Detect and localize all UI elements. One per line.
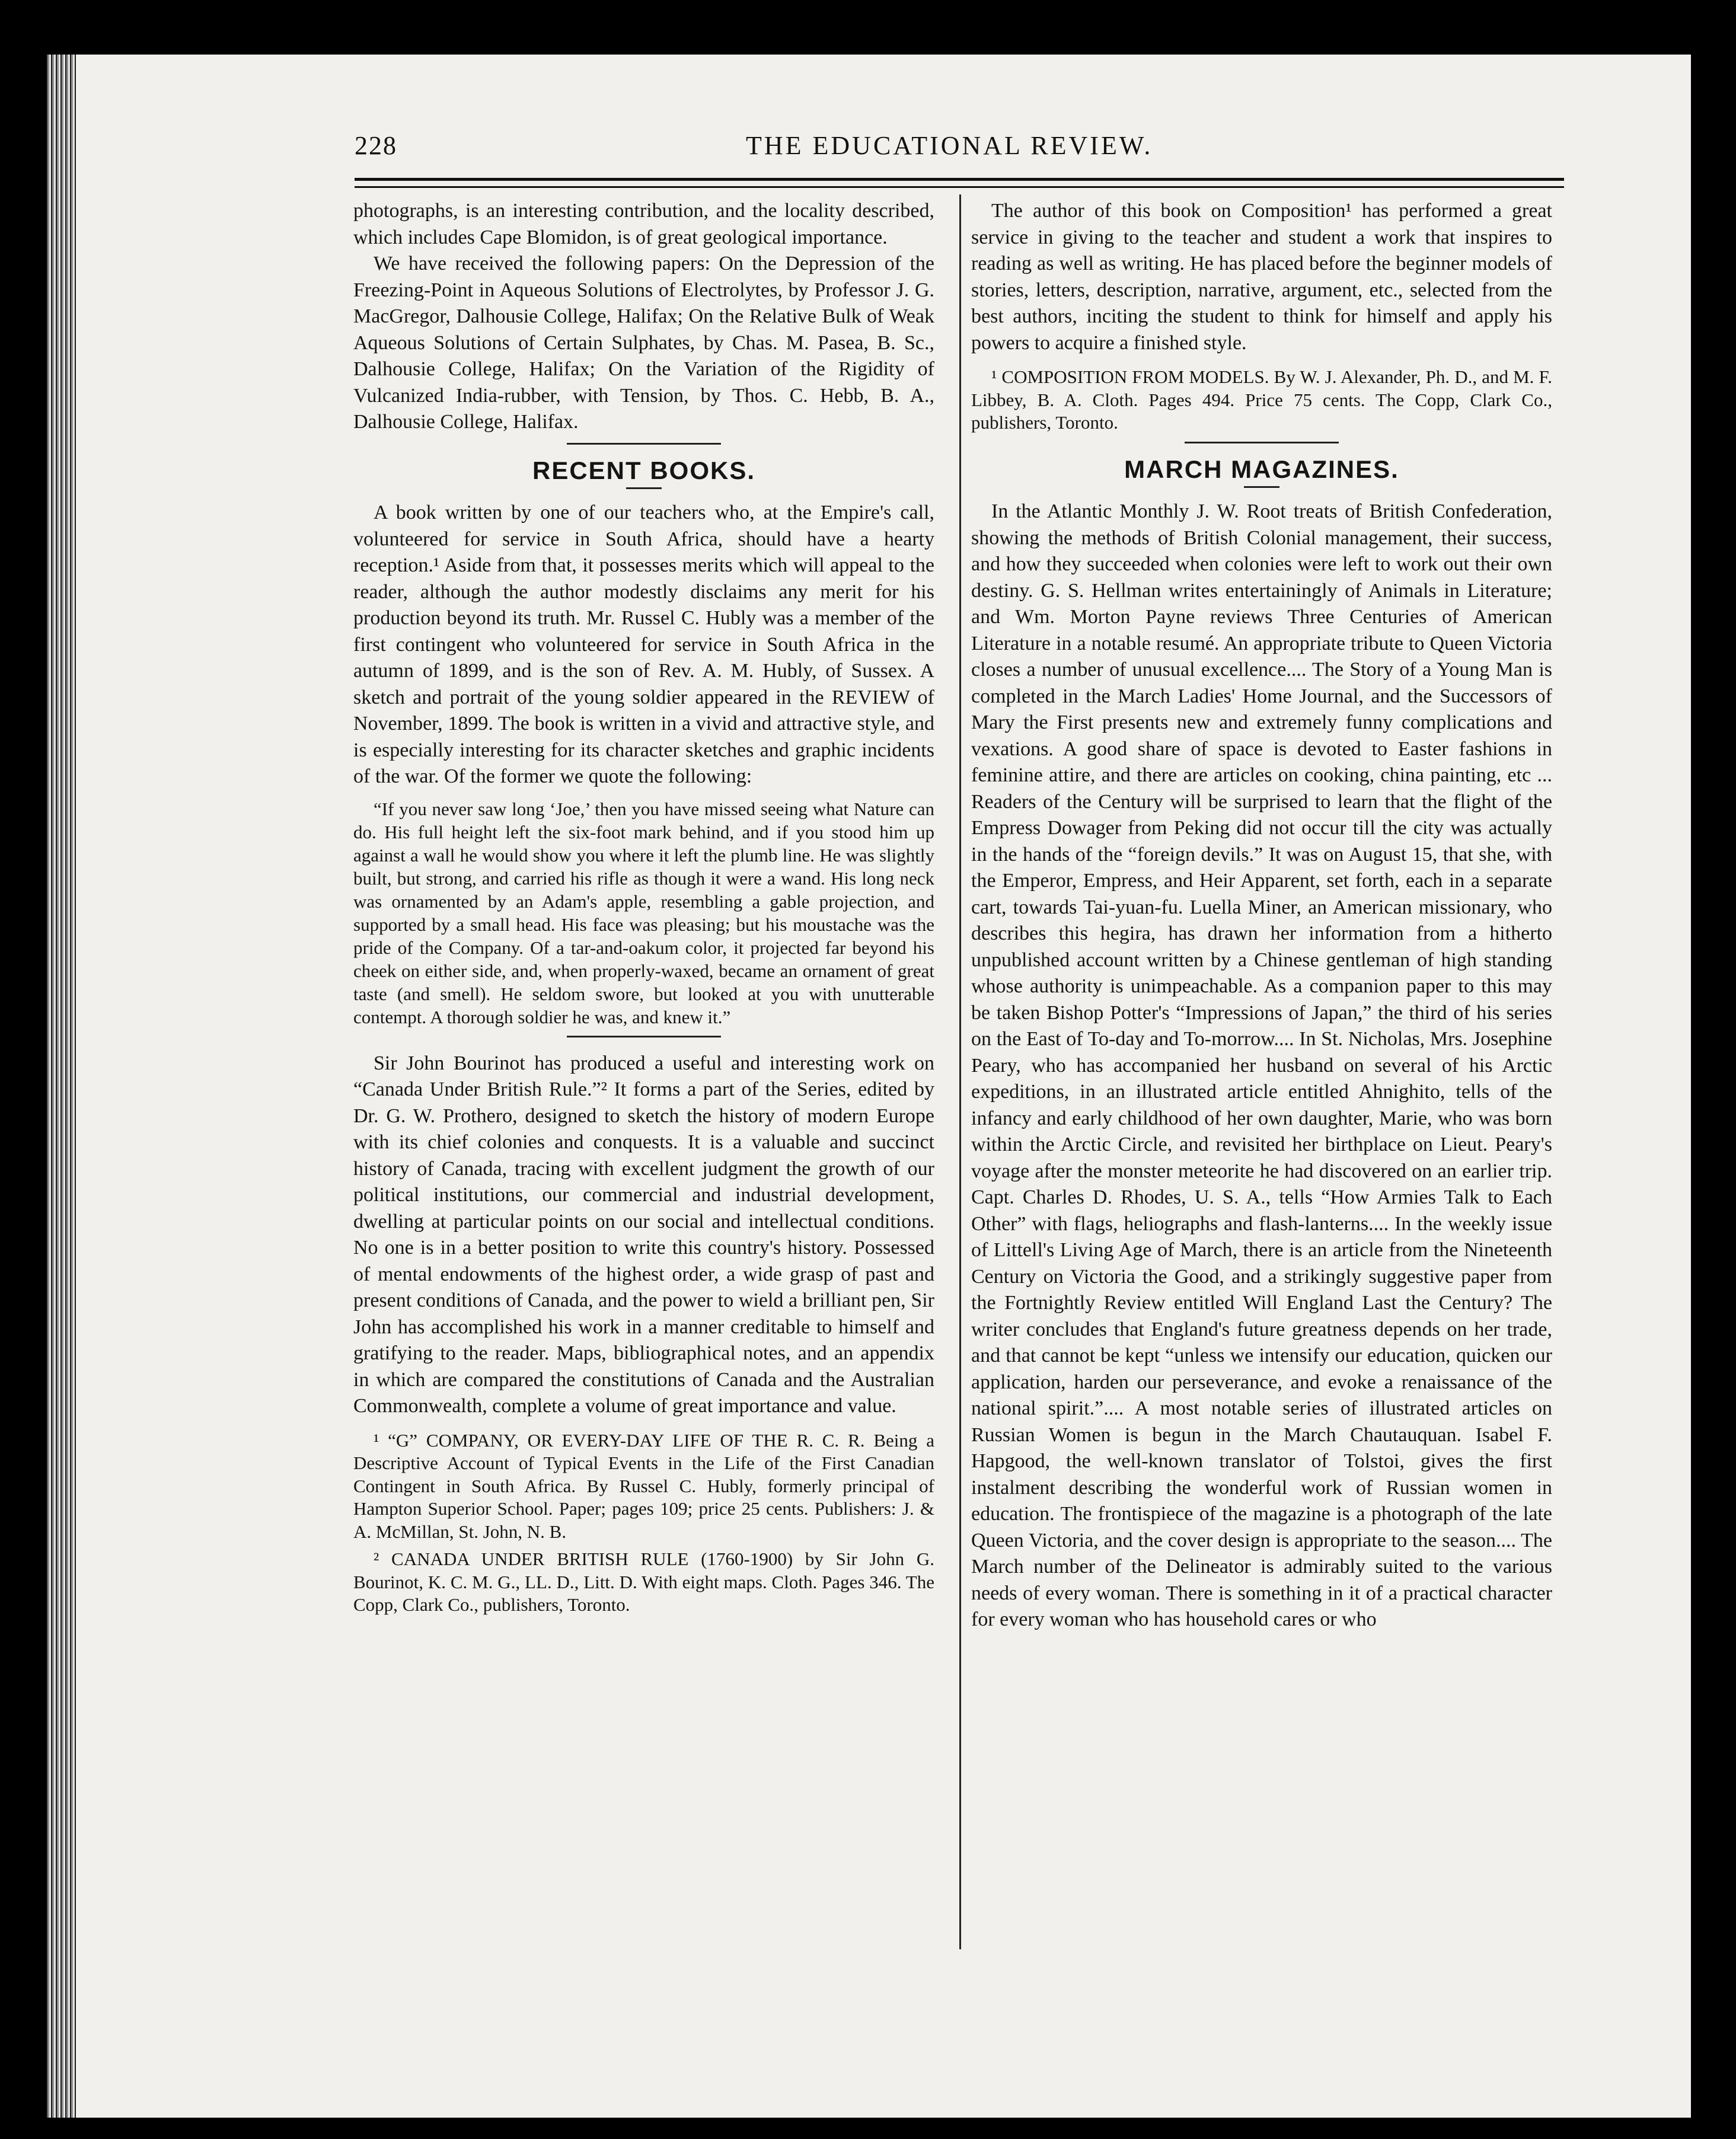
footnote-separator bbox=[971, 356, 1552, 366]
header-rule-thin bbox=[355, 186, 1564, 188]
section-divider bbox=[567, 443, 721, 445]
header-rule-thick bbox=[355, 178, 1564, 181]
page-header bbox=[355, 130, 1564, 178]
page bbox=[46, 55, 1697, 2118]
quoted-passage bbox=[353, 797, 934, 1029]
footnotes bbox=[353, 1429, 934, 1617]
footnote-2: ² CANADA UNDER BRITISH RULE (1760-1900) by Sir John G. Bourinot, K. C. M. G., LL. D., Litt. D. With eight maps. Cloth. Pages 346. The Copp, Clark Co., publishers, Toronto. bbox=[353, 1549, 934, 1615]
column-divider bbox=[959, 194, 961, 1949]
right-column bbox=[971, 198, 1552, 1633]
march-magazines-paragraph: In the Atlantic Monthly J. W. Root treats of British Confederation, showing the methods of British Colonial management, their success, and how they succeeded when colonies were left to work out their own destiny. G. S. Hellman writes entertainingly of Animals in Literature; and Wm. Morton Payne reviews Three Centuries of American Literature in a notable resumé. An appropriate tribute to Queen Victoria closes a number of unusual excellence.... The Story of a Young Man is completed in the March Ladies' Home Journal, and the Successors of Mary the First presents new and extremely funny complications and vexations. A good share of space is devoted to Easter fashions in feminine attire, and there are articles on cooking, china painting, etc ... Readers of the Century will be surprised to learn that the flight of the Empress Dowager from Peking did not occur till the city was actually in the hands of the “foreign devils.” It was on August 15, that she, with the Emperor, Empress, and Heir Apparent, set forth, each in a separate cart, towards Tai-yuan-fu. Luella Miner, an American missionary, who describes this hegira, has drawn her information from a hitherto unpublished account written by a Chinese gentleman of high standing whose authority is unimpeachable. As a companion paper to this may be taken Bishop Potter's “Impressions of Japan,” the third of his series on the East of To-day and To-morrow.... In St. Nicholas, Mrs. Josephine Peary, who has accompanied her husband on several of his Arctic expeditions, in an illustrated article entitled Ahnighito, tells of the infancy and early childhood of her own daughter, Marie, who was born within the Arctic Circle, and revisited her birthplace on Lieut. Peary's voyage after the monster meteorite he had discovered on an earlier trip. Capt. Charles D. Rhodes, U. S. A., tells “How Armies Talk to Each Other” with flags, heliographs and flash-lanterns.... In the weekly issue of Littell's Living Age of March, there is an article from the Nineteenth Century on Victoria the Good, and a strikingly suggestive paper from the Fortnightly Review entitled Will England Last the Century? The writer concludes that England's future greatness depends on her trade, and that cannot be kept “unless we intensify our education, quicken our application, harden our perseverance, and evoke a renaissance of the national spirit.”.... A most notable series of illustrated articles on Russian Women is begun in the March Chautauquan. Isabel F. Hapgood, the well-known translator of Tolstoi, gives the first instalment describing the wonderful work of Russian women in education. The frontispiece of the magazine is a photograph of the late Queen Victoria, and the cover design is appropriate to the season.... The March number of the Delineator is admirably suited to the various needs of every woman. There is something in it of a practical character for every woman who has household cares or who bbox=[971, 500, 1552, 1630]
scan-border bbox=[1691, 55, 1697, 2118]
heading-underline bbox=[626, 487, 662, 489]
footnote-composition: ¹ COMPOSITION FROM MODELS. By W. J. Alexander, Ph. D., and M. F. Libbey, B. A. Cloth. Pages 494. Price 75 cents. The Copp, Clark Co., publishers, Toronto. bbox=[971, 366, 1552, 433]
papers-paragraph: We have received the following papers: On the Depression of the Freezing-Point in Aqueous Solutions of Electrolytes, by Professor J. G. MacGregor, Dalhousie College, Halifax; On the Relative Bulk of Weak Aqueous Solutions of Certain Sulphates, by Chas. M. Pasea, B. Sc., Dalhousie College, Halifax; On the Variation of the Rigidity of Vulcanized India-rubber, with Tension, by Thos. C. Hebb, B. A., Dalhousie College, Halifax. bbox=[353, 253, 934, 433]
march-magazines-heading: MARCH MAGAZINES. bbox=[1124, 455, 1399, 483]
footnotes bbox=[971, 366, 1552, 435]
bourinot-paragraph: Sir John Bourinot has produced a useful and interesting work on “Canada Under British Rule.”² It forms a part of the Series, edited by Dr. G. W. Prothero, designed to sketch the history of modern Europe with its chief colonies and conquests. It is a valuable and succinct history of Canada, tracing with excellent judgment the growth of our political institutions, our commercial and industrial development, dwelling at particular points on our social and intellectual conditions. No one is in a better position to write this country's history. Possessed of mental endowments of the highest order, a wide grasp of past and present conditions of Canada, and the power to wield a brilliant pen, Sir John has accomplished his work in a manner creditable to himself and gratifying to the reader. Maps, bibliographical notes, and an appendix in which are compared the constitutions of Canada and the Australian Commonwealth, complete a volume of great importance and value. bbox=[353, 1052, 934, 1417]
running-title: THE EDUCATIONAL REVIEW. bbox=[746, 131, 1153, 160]
footnote-1: ¹ “G” COMPANY, OR EVERY-DAY LIFE OF THE R. C. R. Being a Descriptive Account of Typical Events in the Life of the First Canadian Contingent in South Africa. By Russel C. Hubly, formerly principal of Hampton Superior School. Paper; pages 109; price 25 cents. Publishers: J. & A. McMillan, St. John, N. B. bbox=[353, 1429, 934, 1542]
heading-underline bbox=[1244, 486, 1279, 488]
composition-paragraph: The author of this book on Composition¹ has performed a great service in giving to the teacher and student a work that inspires to reading as well as writing. He has placed before the beginner models of stories, letters, description, narrative, argument, etc., selected from the best authors, inciting the student to think for himself and apply his powers to acquire a finished style. bbox=[971, 200, 1552, 354]
book-page-edges bbox=[46, 55, 76, 2118]
quote-text: “If you never saw long ‘Joe,’ then you have missed seeing what Nature can do. His full height left the six-foot mark behind, and if you stood him up against a wall he would show you where it left the plumb line. He was slightly built, but strong, and carried his rifle as though it were a wand. His long neck was ornamented by an Adam's apple, resembling a gable projection, and supported by a small head. His face was pleasing; but his moustache was the pride of the Company. Of a tar-and-oakum color, it projected far beyond his cheek on either side, and, when properly-waxed, became an ornament of great taste (and smell). He seldom swore, but looked at you with unutterable contempt. A thorough soldier he was, and knew it.” bbox=[353, 798, 934, 1027]
recent-books-paragraph: A book written by one of our teachers who, at the Empire's call, volunteered for service in South Africa, should have a hearty reception.¹ Aside from that, it possesses merits which will appeal to the reader, although the author modestly disclaims any merit for his production beyond its truth. Mr. Russel C. Hubly was a member of the first contingent who volunteered for service in South Africa in the autumn of 1899, and is the son of Rev. A. M. Hubly, of Sussex. A sketch and portrait of the young soldier appeared in the REVIEW of November, 1899. The book is written in a vivid and attractive style, and is especially interesting for its character sketches and graphic incidents of the war. Of the former we quote the following: bbox=[353, 502, 934, 787]
section-divider bbox=[567, 1036, 721, 1037]
recent-books-heading: RECENT BOOKS. bbox=[532, 456, 756, 484]
section-divider bbox=[1185, 442, 1339, 443]
left-column bbox=[353, 198, 934, 1621]
intro-paragraph: photographs, is an interesting contribution, and the locality described, which includes Cape Blomidon, is of great geological importance. bbox=[353, 200, 934, 248]
footnote-separator bbox=[353, 1420, 934, 1429]
page-number: 228 bbox=[355, 131, 397, 160]
